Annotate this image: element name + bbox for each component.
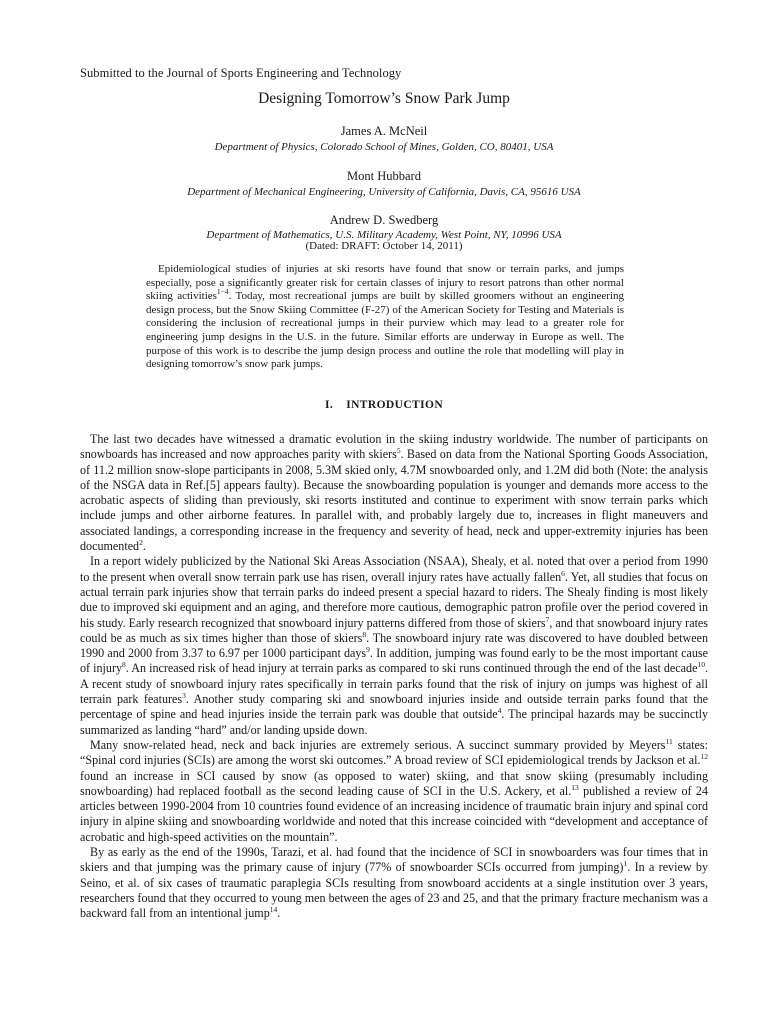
paragraph-text: . A recent study of snowboard injury rates specifically in terrain parks found that the risk of injury on jumps was highest of all terrain park features	[80, 661, 708, 707]
paragraph-text: states: “Spinal cord injuries (SCIs) are among the worst ski outcomes.” A broad review of SCI epidemiological trends by Jackson et al.	[80, 737, 708, 768]
submission-note: Submitted to the Journal of Sports Engineering and Technology	[80, 66, 402, 80]
abstract-text: Epidemiological studies of injuries at ski resorts have found that snow or terrain parks, and jumps especially, pose a significantly greater risk for certain classes of injury to resort patrons than other normal skiing activities	[146, 263, 624, 303]
abstract	[146, 263, 624, 372]
section-heading	[0, 399, 768, 411]
author-affiliation: Department of Mathematics, U.S. Military Academy, West Point, NY, 10996 USA	[206, 229, 562, 241]
citation: 12	[700, 752, 708, 762]
author-affiliation: Department of Physics, Colorado School of Mines, Golden, CO, 80401, USA	[214, 141, 554, 153]
paragraph	[80, 738, 708, 845]
citation: 6	[561, 568, 565, 578]
paragraph-text: . The principal hazards may be succinctly summarized as landing “hard” and/or landing upside down.	[80, 707, 708, 737]
citation: 5	[396, 446, 401, 456]
citation: 13	[571, 782, 579, 792]
citation: 10	[697, 660, 705, 670]
paragraph-text: found an increase in SCI caused by snow (as opposed to water) skiing, and that snow skiing (presumably including snowboarding) had replaced football as the second leading cause of SCI in the U.S. Ackery, et al.	[80, 768, 708, 798]
citation: 8	[362, 629, 367, 639]
paragraph-text: . Based on data from the National Sporting Goods Association, of 11.2 million snow-slope participants in 2008, 5.3M skied only, 4.7M snowboarded only, and 1.2M did both (Note: the analysis of the NSGA data in Ref.[5] appears faulty). Because the snowboarding population is younger and demands more access to the acrobatic aspects of sliding than previously, ski resorts instituted and continue to experiment with snow terrain parks which include jumps and other airborne features. In parallel with, and probably largely due to, increases in flight maneuvers and associated landings, a corresponding increase in the frequency and severity of head, neck and upper-extremity injuries has been documented	[80, 447, 708, 554]
paragraph-text: .	[277, 906, 281, 921]
section-title: INTRODUCTION	[346, 399, 444, 411]
citation: 9	[366, 645, 370, 655]
paragraph-text: By as early as the end of the 1990s, Tarazi, et al. had found that the incidence of SCI in snowboarders was four times that in skiers and that jumping was the primary cause of injury (77% of snowboarder SCIs occurred from jumping)	[80, 845, 708, 875]
paragraph-text: In a report widely publicized by the National Ski Areas Association (NSAA), Shealy, et al. noted that over a period from 1990 to the present when overall snow terrain park use has risen, overall injury rates have actually fallen	[80, 554, 708, 584]
citation: 3	[182, 691, 186, 701]
citation: 1	[623, 859, 628, 869]
section-number: I.	[324, 399, 334, 411]
citation: 7	[545, 614, 550, 624]
paragraph-text: . In a review by Seino, et al. of six cases of traumatic paraplegia SCIs resulting from snowboard accidents at a single institution over 3 years, researchers found that they occurred to young men between the ages of 23 and 25, and that the primary fracture mechanism was a backward fall from an intentional jump	[80, 860, 708, 921]
author-name: Andrew D. Swedberg	[329, 213, 439, 227]
paragraph-text: . Another study comparing ski and snowboard injuries inside and outside terrain parks found that the percentage of spine and head injuries inside the terrain park was double that outside	[80, 692, 708, 722]
paragraph	[80, 554, 708, 738]
citation: 8	[122, 660, 126, 670]
citation: 2	[139, 538, 143, 548]
draft-date: (Dated: DRAFT: October 14, 2011)	[305, 240, 463, 252]
paragraph	[80, 432, 708, 554]
paragraph-text: . Yet, all studies that focus on actual terrain park injuries show that terrain parks do indeed present a special hazard to riders. The Shealy finding is most likely due to improved ski equipment and an aging, and therefore more cautious, demographic patron profile over the period covered in his study. Early research recognized that snowboard injury patterns differed from those of skiers	[80, 569, 708, 630]
citation: 11	[665, 736, 673, 746]
paragraph-text: published a review of 24 articles between 1990-2004 from 10 countries found evidence of an increasing incidence of traumatic brain injury and spinal cord injury in alpine skiing and snowboarding worldwide and noted that this increase coincided with “development and acceptance of acrobatic and high-speed activities on the mountain”.	[80, 783, 708, 844]
paper-title: Designing Tomorrow’s Snow Park Jump	[258, 90, 510, 107]
paragraph-text: . An increased risk of head injury at terrain parks as compared to ski runs continued through the end of the last decade	[125, 661, 698, 676]
citation: 1−4	[216, 287, 229, 297]
author-name: Mont Hubbard	[347, 169, 421, 183]
paragraph-text: . In addition, jumping was found early to be the most important cause of injury	[80, 646, 708, 676]
introduction-body	[80, 432, 708, 922]
citation: 4	[497, 706, 502, 716]
paragraph	[80, 845, 708, 921]
paragraph-text: , and that snowboard injury rates could be as much as six times higher than those of skiers	[80, 615, 708, 645]
paragraph-text: Many snow-related head, neck and back injuries are extremely serious. A succinct summary provided by Meyers	[90, 737, 666, 752]
author-name: James A. McNeil	[340, 124, 428, 138]
paragraph-text: . The snowboard injury rate was discovered to have doubled between 1990 and 2000 from 3.37 to 6.97 per 1000 participant days	[80, 630, 708, 661]
author-affiliation: Department of Mechanical Engineering, University of California, Davis, CA, 95616 USA	[187, 186, 581, 198]
paragraph-text: The last two decades have witnessed a dramatic evolution in the skiing industry worldwide. The number of participants on snowboards has increased and now approaches parity with skiers	[80, 432, 708, 462]
citation: 14	[269, 905, 278, 915]
abstract-text: . Today, most recreational jumps are built by skilled groomers without an engineering design process, but the Snow Skiing Committee (F-27) of the American Society for Testing and Materials is considering the inclusion of recreational jumps in their purview which may lead to a greater role for engineering jump designs in the U.S. in the future. Similar efforts are underway in Europe as well. The purpose of this work is to describe the jump design process and outline the role that modelling will play in designing tomorrow’s snow park jumps.	[146, 290, 624, 371]
paragraph-text: .	[142, 539, 146, 554]
